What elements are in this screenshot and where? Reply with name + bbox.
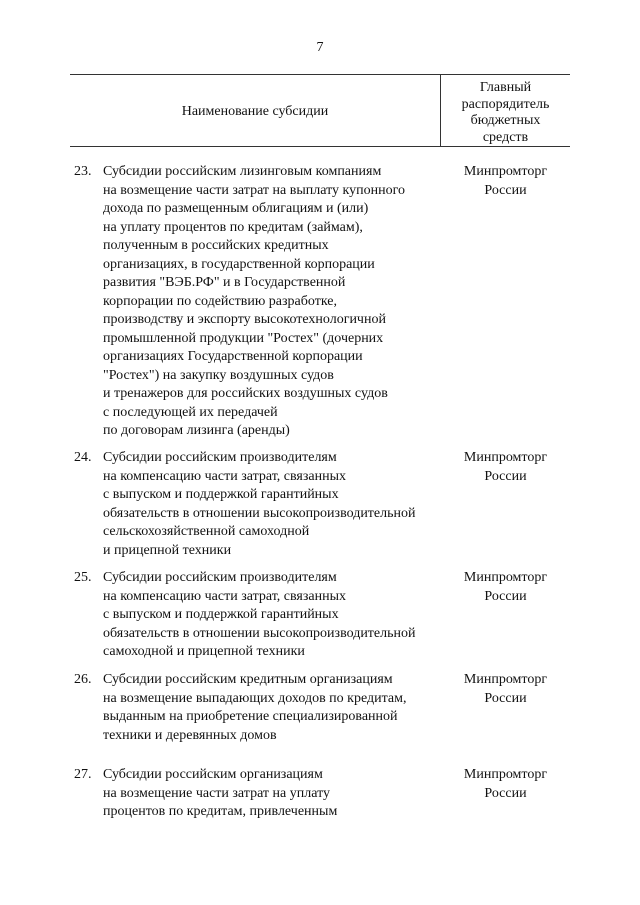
entry-line: и тренажеров для российских воздушных судов [103, 386, 388, 401]
entry-line: сельскохозяйственной самоходной [103, 524, 310, 539]
entry-number: 23. [74, 164, 92, 179]
admin-line: России [484, 690, 527, 706]
header-admin-line: распорядитель [461, 96, 550, 112]
entry-administrator [441, 449, 570, 486]
entry-line: Субсидии российским лизинговым компаниям [103, 164, 382, 179]
entry-description [103, 449, 448, 560]
entry-number: 24. [74, 450, 92, 465]
admin-line: России [484, 785, 527, 801]
entry-line: организациях, в государственной корпорации [103, 256, 375, 272]
admin-line: Минпромторг [463, 164, 548, 179]
entry-line: на возмещение выпадающих доходов по кредитам, [103, 690, 407, 706]
entry-line: промышленной продукции "Ростех" (дочерних [103, 330, 384, 346]
entry-line: выданным на приобретение специализированной [103, 709, 398, 724]
entry-line: Субсидии российским организациям [103, 767, 323, 782]
admin-line: Минпромторг [463, 767, 548, 782]
entry-description [103, 766, 448, 822]
header-admin-line: Главный [479, 80, 532, 95]
entry-line: дохода по размещенным облигациям и (или) [103, 201, 369, 216]
entry-description [103, 671, 448, 745]
admin-line: России [484, 588, 527, 604]
entry-line: с выпуском и поддержкой гарантийных [103, 607, 339, 622]
entry-line: на возмещение части затрат на выплату купонного [103, 182, 405, 198]
header-budget-administrator [441, 80, 570, 146]
entry-line: развития "ВЭБ.РФ" и в Государственной [103, 275, 346, 290]
entry-line: полученным в российских кредитных [103, 238, 329, 253]
entry-line: техники и деревянных домов [103, 727, 277, 743]
entry-description [103, 569, 448, 662]
entry-line: процентов по кредитам, привлеченным [103, 804, 338, 819]
entry-line: организациях Государственной корпорации [103, 349, 363, 364]
admin-line: России [484, 468, 527, 484]
admin-line: Минпромторг [463, 450, 548, 465]
entry-line: обязательств в отношении высокопроизводительной [103, 625, 416, 641]
entry-line: по договорам лизинга (аренды) [103, 423, 290, 438]
entry-number: 27. [74, 767, 92, 782]
entry-line: производству и экспорту высокотехнологичной [103, 312, 386, 327]
entry-administrator [441, 671, 570, 708]
entry-administrator [441, 766, 570, 803]
entry-number: 25. [74, 570, 92, 585]
entry-line: с последующей их передачей [103, 404, 278, 420]
header-subsidy-name: Наименование субсидии [181, 104, 329, 119]
header-admin-line: бюджетных [470, 113, 541, 128]
admin-line: Минпромторг [463, 672, 548, 687]
entry-line: и прицепной техники [103, 542, 232, 558]
entry-line: Субсидии российским кредитным организациям [103, 672, 393, 687]
entry-line: на возмещение части затрат на уплату [103, 785, 331, 801]
admin-line: России [484, 182, 527, 198]
entry-number: 26. [74, 672, 92, 687]
entry-description [103, 163, 448, 441]
entry-line: обязательств в отношении высокопроизводительной [103, 505, 416, 521]
table-header [70, 74, 570, 147]
entry-line: Субсидии российским производителям [103, 450, 337, 465]
entry-line: корпорации по содействию разработке, [103, 293, 337, 309]
entry-line: на компенсацию части затрат, связанных [103, 588, 347, 604]
entry-line: на компенсацию части затрат, связанных [103, 468, 347, 484]
admin-line: Минпромторг [463, 570, 548, 585]
header-admin-line: средств [482, 129, 529, 145]
page-number: 7 [316, 40, 324, 55]
entry-line: самоходной и прицепной техники [103, 644, 305, 659]
entry-line: на уплату процентов по кредитам (займам), [103, 219, 363, 235]
entry-line: "Ростех") на закупку воздушных судов [103, 367, 334, 383]
entry-line: Субсидии российским производителям [103, 570, 337, 585]
entry-line: с выпуском и поддержкой гарантийных [103, 487, 339, 502]
entry-administrator [441, 569, 570, 606]
entry-administrator [441, 163, 570, 200]
